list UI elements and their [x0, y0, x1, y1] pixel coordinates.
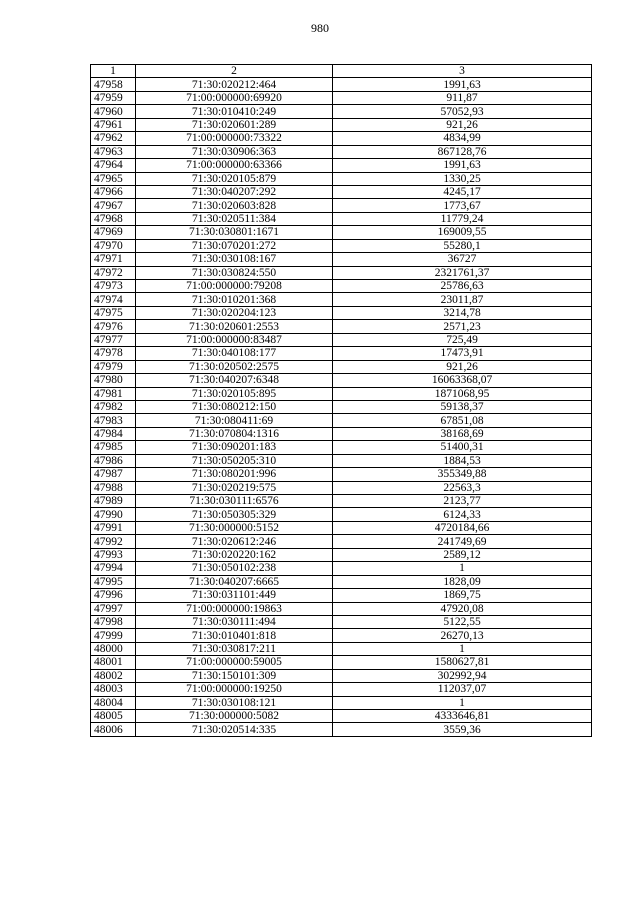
table-row	[91, 468, 592, 481]
table-row	[91, 615, 592, 628]
table-row	[91, 589, 592, 602]
table-row	[91, 239, 592, 252]
row-number-cell: 47970	[91, 239, 136, 252]
cadastral-number-cell: 71:30:030108:167	[136, 253, 333, 266]
value-cell: 4834,99	[333, 132, 592, 145]
cadastral-number-cell: 71:30:000000:5082	[136, 710, 333, 723]
cadastral-number-cell: 71:30:080212:150	[136, 400, 333, 413]
cadastral-number-cell: 71:30:020105:879	[136, 172, 333, 185]
cadastral-number-cell: 71:30:050205:310	[136, 454, 333, 467]
table-row	[91, 320, 592, 333]
cadastral-number-cell: 71:30:040207:6348	[136, 374, 333, 387]
cadastral-number-cell: 71:00:000000:19250	[136, 683, 333, 696]
row-number-cell: 47981	[91, 387, 136, 400]
value-cell: 38168,69	[333, 427, 592, 440]
row-number-cell: 47974	[91, 293, 136, 306]
cadastral-number-cell: 71:30:020219:575	[136, 481, 333, 494]
row-number-cell: 47958	[91, 78, 136, 91]
value-cell: 25786,63	[333, 280, 592, 293]
table-row	[91, 656, 592, 669]
cadastral-number-cell: 71:30:080201:996	[136, 468, 333, 481]
table-row	[91, 642, 592, 655]
row-number-cell: 47963	[91, 145, 136, 158]
table-row	[91, 280, 592, 293]
table-row	[91, 105, 592, 118]
table-row	[91, 414, 592, 427]
row-number-cell: 47968	[91, 212, 136, 225]
value-cell: 2321761,37	[333, 266, 592, 279]
table-row	[91, 669, 592, 682]
table-row	[91, 132, 592, 145]
row-number-cell: 47999	[91, 629, 136, 642]
cadastral-number-cell: 71:30:020204:123	[136, 306, 333, 319]
cadastral-number-cell: 71:30:010401:818	[136, 629, 333, 642]
cadastral-number-cell: 71:30:030824:550	[136, 266, 333, 279]
page-number: 980	[311, 21, 329, 35]
table-row	[91, 441, 592, 454]
cadastral-number-cell: 71:30:030111:494	[136, 615, 333, 628]
row-number-cell: 47969	[91, 226, 136, 239]
value-cell: 4245,17	[333, 185, 592, 198]
cadastral-number-cell: 71:30:000000:5152	[136, 521, 333, 534]
value-cell: 3214,78	[333, 306, 592, 319]
cadastral-number-cell: 71:30:040207:6665	[136, 575, 333, 588]
table-row	[91, 521, 592, 534]
value-cell: 26270,13	[333, 629, 592, 642]
value-cell: 57052,93	[333, 105, 592, 118]
table-row	[91, 374, 592, 387]
row-number-cell: 47965	[91, 172, 136, 185]
value-cell: 1884,53	[333, 454, 592, 467]
row-number-cell: 47984	[91, 427, 136, 440]
table-row	[91, 347, 592, 360]
table-row	[91, 400, 592, 413]
row-number-cell: 47976	[91, 320, 136, 333]
cadastral-number-cell: 71:30:010201:368	[136, 293, 333, 306]
value-cell: 1	[333, 642, 592, 655]
value-cell: 67851,08	[333, 414, 592, 427]
cadastral-number-cell: 71:30:030111:6576	[136, 495, 333, 508]
table-row	[91, 172, 592, 185]
value-cell: 55280,1	[333, 239, 592, 252]
cadastral-number-cell: 71:30:020601:2553	[136, 320, 333, 333]
row-number-cell: 47978	[91, 347, 136, 360]
table-row	[91, 185, 592, 198]
column-header-2: 2	[136, 65, 333, 78]
row-number-cell: 48006	[91, 723, 136, 736]
table-row	[91, 495, 592, 508]
table-row	[91, 360, 592, 373]
row-number-cell: 47959	[91, 91, 136, 104]
row-number-cell: 47997	[91, 602, 136, 615]
table-row	[91, 602, 592, 615]
value-cell: 47920,08	[333, 602, 592, 615]
row-number-cell: 47973	[91, 280, 136, 293]
value-cell: 1	[333, 562, 592, 575]
table-row	[91, 266, 592, 279]
row-number-cell: 47979	[91, 360, 136, 373]
cadastral-number-cell: 71:30:080411:69	[136, 414, 333, 427]
value-cell: 1828,09	[333, 575, 592, 588]
row-number-cell: 48005	[91, 710, 136, 723]
table-row	[91, 548, 592, 561]
row-number-cell: 47977	[91, 333, 136, 346]
row-number-cell: 47983	[91, 414, 136, 427]
value-cell: 17473,91	[333, 347, 592, 360]
table-row	[91, 91, 592, 104]
cadastral-number-cell: 71:30:020105:895	[136, 387, 333, 400]
table-header-row	[91, 65, 592, 78]
cadastral-number-cell: 71:30:070201:272	[136, 239, 333, 252]
table-row	[91, 306, 592, 319]
row-number-cell: 47972	[91, 266, 136, 279]
column-header-1: 1	[91, 65, 136, 78]
row-number-cell: 47962	[91, 132, 136, 145]
value-cell: 302992,94	[333, 669, 592, 682]
value-cell: 1580627,81	[333, 656, 592, 669]
table-row	[91, 562, 592, 575]
row-number-cell: 47991	[91, 521, 136, 534]
table-row	[91, 333, 592, 346]
value-cell: 5122,55	[333, 615, 592, 628]
row-number-cell: 47966	[91, 185, 136, 198]
cadastral-number-cell: 71:00:000000:69920	[136, 91, 333, 104]
row-number-cell: 47982	[91, 400, 136, 413]
cadastral-number-cell: 71:30:020612:246	[136, 535, 333, 548]
value-cell: 4720184,66	[333, 521, 592, 534]
row-number-cell: 47992	[91, 535, 136, 548]
value-cell: 1	[333, 696, 592, 709]
table-row	[91, 159, 592, 172]
table-row	[91, 629, 592, 642]
value-cell: 1869,75	[333, 589, 592, 602]
row-number-cell: 47975	[91, 306, 136, 319]
value-cell: 911,87	[333, 91, 592, 104]
row-number-cell: 47988	[91, 481, 136, 494]
table-row	[91, 145, 592, 158]
cadastral-number-cell: 71:00:000000:19863	[136, 602, 333, 615]
row-number-cell: 47993	[91, 548, 136, 561]
cadastral-number-cell: 71:00:000000:73322	[136, 132, 333, 145]
value-cell: 169009,55	[333, 226, 592, 239]
table-body	[91, 78, 592, 736]
table-row	[91, 387, 592, 400]
cadastral-number-cell: 71:30:020603:828	[136, 199, 333, 212]
cadastral-number-cell: 71:30:090201:183	[136, 441, 333, 454]
table-row	[91, 535, 592, 548]
value-cell: 1330,25	[333, 172, 592, 185]
cadastral-number-cell: 71:30:030801:1671	[136, 226, 333, 239]
row-number-cell: 47994	[91, 562, 136, 575]
table-row	[91, 454, 592, 467]
value-cell: 921,26	[333, 118, 592, 131]
cadastral-number-cell: 71:30:040108:177	[136, 347, 333, 360]
row-number-cell: 47980	[91, 374, 136, 387]
cadastral-number-cell: 71:30:050102:238	[136, 562, 333, 575]
column-header-3: 3	[333, 65, 592, 78]
cadastral-number-cell: 71:30:020601:289	[136, 118, 333, 131]
value-cell: 2123,77	[333, 495, 592, 508]
table-row	[91, 78, 592, 91]
row-number-cell: 48001	[91, 656, 136, 669]
row-number-cell: 48003	[91, 683, 136, 696]
cadastral-number-cell: 71:30:040207:292	[136, 185, 333, 198]
value-cell: 725,49	[333, 333, 592, 346]
cadastral-number-cell: 71:30:030108:121	[136, 696, 333, 709]
row-number-cell: 48000	[91, 642, 136, 655]
cadastral-number-cell: 71:30:020511:384	[136, 212, 333, 225]
value-cell: 16063368,07	[333, 374, 592, 387]
table-row	[91, 118, 592, 131]
row-number-cell: 47985	[91, 441, 136, 454]
row-number-cell: 47961	[91, 118, 136, 131]
cadastral-number-cell: 71:30:020514:335	[136, 723, 333, 736]
cadastral-number-cell: 71:00:000000:83487	[136, 333, 333, 346]
row-number-cell: 47989	[91, 495, 136, 508]
value-cell: 11779,24	[333, 212, 592, 225]
value-cell: 1871068,95	[333, 387, 592, 400]
cadastral-number-cell: 71:00:000000:79208	[136, 280, 333, 293]
row-number-cell: 47995	[91, 575, 136, 588]
cadastral-number-cell: 71:00:000000:63366	[136, 159, 333, 172]
row-number-cell: 47986	[91, 454, 136, 467]
value-cell: 2589,12	[333, 548, 592, 561]
table-row	[91, 508, 592, 521]
table-row	[91, 575, 592, 588]
value-cell: 59138,37	[333, 400, 592, 413]
cadastral-number-cell: 71:30:030906:363	[136, 145, 333, 158]
row-number-cell: 48002	[91, 669, 136, 682]
cadastral-number-cell: 71:30:030817:211	[136, 642, 333, 655]
table-row	[91, 293, 592, 306]
table-row	[91, 696, 592, 709]
cadastral-number-cell: 71:30:150101:309	[136, 669, 333, 682]
value-cell: 112037,07	[333, 683, 592, 696]
value-cell: 1991,63	[333, 159, 592, 172]
value-cell: 22563,3	[333, 481, 592, 494]
value-cell: 6124,33	[333, 508, 592, 521]
table-row	[91, 481, 592, 494]
value-cell: 921,26	[333, 360, 592, 373]
value-cell: 867128,76	[333, 145, 592, 158]
value-cell: 241749,69	[333, 535, 592, 548]
row-number-cell: 47996	[91, 589, 136, 602]
table-row	[91, 226, 592, 239]
row-number-cell: 48004	[91, 696, 136, 709]
table-row	[91, 253, 592, 266]
cadastral-number-cell: 71:30:050305:329	[136, 508, 333, 521]
value-cell: 1773,67	[333, 199, 592, 212]
table-row	[91, 723, 592, 736]
row-number-cell: 47971	[91, 253, 136, 266]
row-number-cell: 47990	[91, 508, 136, 521]
table-row	[91, 199, 592, 212]
value-cell: 23011,87	[333, 293, 592, 306]
row-number-cell: 47964	[91, 159, 136, 172]
row-number-cell: 47960	[91, 105, 136, 118]
cadastral-number-cell: 71:30:031101:449	[136, 589, 333, 602]
value-cell: 4333646,81	[333, 710, 592, 723]
cadastral-number-cell: 71:30:010410:249	[136, 105, 333, 118]
table-row	[91, 710, 592, 723]
cadastral-number-cell: 71:30:070804:1316	[136, 427, 333, 440]
table-row	[91, 427, 592, 440]
row-number-cell: 47987	[91, 468, 136, 481]
data-table	[90, 64, 592, 737]
row-number-cell: 47967	[91, 199, 136, 212]
value-cell: 36727	[333, 253, 592, 266]
cadastral-number-cell: 71:30:020212:464	[136, 78, 333, 91]
cadastral-number-cell: 71:30:020220:162	[136, 548, 333, 561]
cadastral-number-cell: 71:30:020502:2575	[136, 360, 333, 373]
row-number-cell: 47998	[91, 615, 136, 628]
value-cell: 3559,36	[333, 723, 592, 736]
value-cell: 1991,63	[333, 78, 592, 91]
value-cell: 51400,31	[333, 441, 592, 454]
table-row	[91, 683, 592, 696]
cadastral-number-cell: 71:00:000000:59005	[136, 656, 333, 669]
table-row	[91, 212, 592, 225]
value-cell: 2571,23	[333, 320, 592, 333]
value-cell: 355349,88	[333, 468, 592, 481]
